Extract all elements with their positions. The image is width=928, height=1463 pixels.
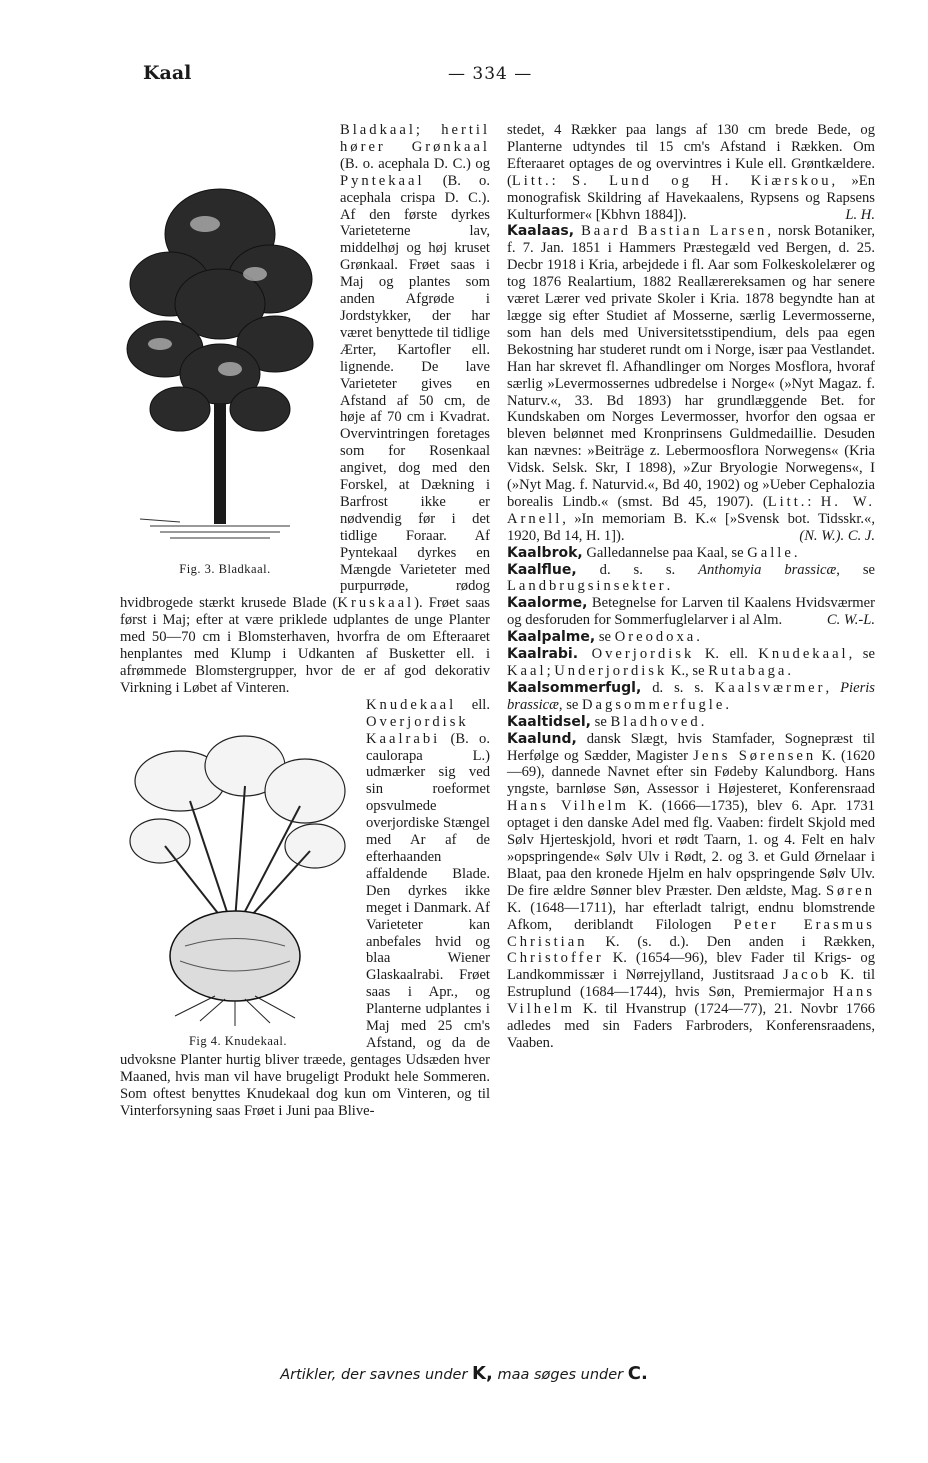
paragraph-kaal-continued: stedet, 4 Rækker paa langs af 130 cm brede Bede, og Planterne udtyndes til 15 cm's Afstand i Rækken. Om Efteraaret optages de og overvintres i Kule ell. Grøntkældere. (Litt.: S. Lund og H. Kiærskou, »En monografisk Skildring af Havekaalens, Rypsens og Rapsens Kulturformer« [Kbhvn 1884]). L. H.	[507, 122, 876, 223]
figure-caption-bladkaal: Fig. 3. Bladkaal.	[179, 562, 271, 576]
figure-knudekaal	[120, 731, 356, 1050]
entry-kaalund: Kaalund, dansk Slægt, hvis Stamfader, Sognepræst til Herfølge og Sædder, Magister Jens Sørensen K. (1620—69), dannede Navnet efter sin Fødeby Kalundborg. Hans yngste, barnløse Søn, Assessor i Højesteret, Konferensraad Hans Vilhelm K. (1666—1735), blev 6. Apr. 1731 optaget i den danske Adel med flg. Vaaben: firdelt Skjold med Sølv Hjerteskjold, hvori et rødt Taarn, 1. og 4. Felt en halv »opspringende« Sølv Ulv i Rødt, 2. og 3. et Guld Ørnelaar i Blaat, paa den kronede Hjelm en halv opspringende Sølv Ulv. De fire ældre Sønner blev Præster. Den ældste, Mag. Søren K. (1648—1711), har efterladt talrigt, endnu blomstrende Afkom, deriblandt Filologen Peter Erasmus Christian K. (s. d.). Den anden i Rækken, Christoffer K. (1654—96), blev Fader til Krigs- og Landkommissær i Nørrejylland, Justitsraad Jacob K. til Estruplund (1684—1744), hvis Søn, Premiermajor Hans Vilhelm K. til Hvanstrup (1724—77), 21. Novbr 1766 adledes med sin Faders Farbroders, Konferensraadens, Vaaben.	[507, 730, 875, 1051]
figure-bladkaal	[120, 174, 330, 578]
entry-kaalpalme: Kaalpalme, se Oreodoxa.	[507, 629, 700, 646]
entry-kaaltidsel: Kaaltidsel, se Bladhoved.	[507, 713, 705, 730]
paragraph-knudekaal: Knudekaal ell. Overjordisk Kaalrabi (B. o. caulorapa L.) udmærker sig ved sin roeformet opsvulmede overjordiske Stængel med Ar af de efterhaanden affaldende Blade. Den dyrkes ikke meget i Danmark. Af Varieteter kan anbefales hvid og blaa Wiener Glaskaalrabi. Frøet saas i Apr., og Planterne udplantes i Maj med 25 cm's Afstand, og da de udvoksne Planter hurtig bliver træede, gentages Udsæden hver Maaned, hvis man vil have brugeligt Produkt hele Sommeren. Som oftest benyttes Knudekaal dog kun om Vinteren, og til Vinterforsyning saas Frøet i Juni paa Blive-	[120, 696, 490, 1119]
footer-note: Artikler, der savnes under K, maa søges under C.	[280, 1363, 648, 1384]
entry-kaalrabi: Kaalrabi. Overjordisk K. ell. Knudekaal, se Kaal; Underjordisk K., se Rutabaga.	[507, 646, 875, 679]
bladkaal-illustration	[120, 174, 320, 559]
headword: Kaal	[143, 62, 192, 84]
paragraph-bladkaal: Bladkaal; hertil hører Grønkaal (B. o. acephala D. C.) og Pyntekaal (B. o. acephala crispa D. C.). Af den første dyrkes Varieteterne lav, middelhøj og høj kruset Grønkaal. Frøet saas i Maj og plantes som anden Afgrøde i Jordstykker, der har været benyttede til tidlige Ærter, Kartofler ell. lignende. De lave Varieteter gives en Afstand af 50 cm, de høje af 70 cm i Kvadrat. Overvintringen foretages som for Rosenkaal angivet, dog med den Forskel, at Dækning i Barfrost ikke er nødvendig før i det tidlige Foraar. Af Pyntekaal dyrkes en Mængde Varieteter med purpurrøde, rødog hvidbrogede stærkt krusede Blade (Kruskaal). Frøet saas først i Maj; efter at være priklede udplantes de unge Planter med 50—70 cm i Blomsterhaven, hvorfra de om Efteraaret henplantes med Klump i Udkanten af Busketter ell. i afrømmede Blomstergrupper, hvor de er af god dekorativ Virkning i Løbet af Vinteren.	[120, 122, 490, 696]
entry-kaalbrok: Kaalbrok, Galledannelse paa Kaal, se Galle.	[507, 544, 798, 561]
knudekaal-illustration	[120, 731, 350, 1031]
figure-caption-knudekaal: Fig 4. Knudekaal.	[188, 1033, 288, 1048]
entry-kaalorme: Kaalorme, Betegnelse for Larven til Kaalens Hvidsværmer og desforuden for Sommerfuglelarver i al Alm. C. W.-L.	[507, 595, 875, 629]
right-column	[507, 122, 875, 1052]
entry-kaalaas: Kaalaas, Baard Bastian Larsen, norsk Botaniker, f. 7. Jan. 1851 i Hammers Præstegæld ved Bergen, d. 25. Decbr 1918 i Kria, arbejdede i fl. Aar som Folkeskolelærer og tog 1876 Realartium, 1882 Reallærereksamen og har senere været Lærer ved private Skoler i Kria. 1878 begyndte han at lægge sig efter Studiet af Mosserne, særlig Levermosserne, som han dels med Universitetsstipendium, dels paa egen Bekostning har studeret rundt om i Norge, især paa Vestlandet. Han har skrevet fl. Afhandlinger om Norges Mosflora, hvoraf særlig »Levermossernes udbredelse i Norge« (»Nyt Magaz. f. Naturv.«, 33. Bd 1893) har grundlæggende Bet. for Kundskaben om Norges Levermosser, hvorfor den ogsaa er bleven belønnet med Kronprinsens Guldmedaillie. Desuden kan nævnes: »Beiträge z. Lebermoosflora Norwegens« (Kria Vidsk. Selsk. Skr, I 1898), »Zur Bryologie Norwegens«, I (»Nyt Mag. f. Naturvid.«, Bd 40, 1902) og »Ueber Cephalozia borealis Lindb.« (smst. Bd 45, 1907). (Litt.: H. W. Arnell, »In memoriam B. K.« [»Svensk bot. Tidsskr.«, 1920, Bd 14, H. 1]). (N. W.). C. J.	[507, 223, 876, 544]
entry-kaalflue: Kaalflue, d. s. s. Anthomyia brassicæ, se Landbrugsinsekter.	[507, 561, 875, 595]
page-number: — 334 —	[448, 64, 533, 84]
running-header	[0, 62, 928, 92]
left-column	[120, 122, 490, 1119]
entry-kaalsommerfugl: Kaalsommerfugl, d. s. s. Kaalsværmer, Pieris brassicæ, se Dagsommerfugle.	[507, 679, 875, 713]
